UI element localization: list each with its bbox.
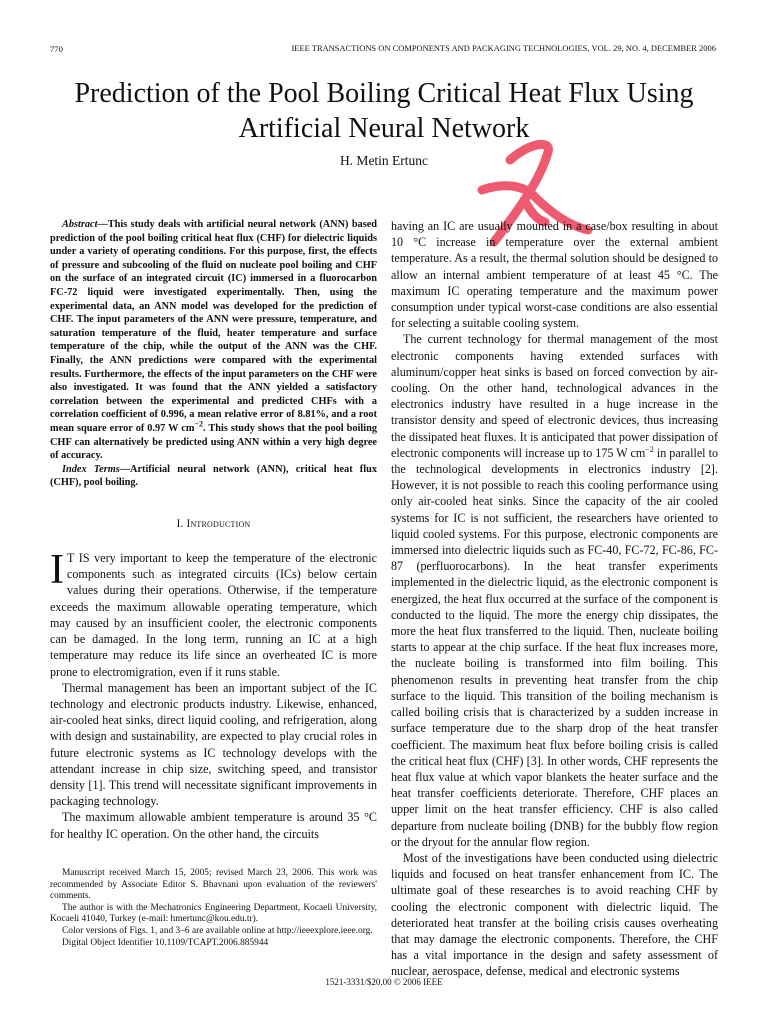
body-paragraph-r3: Most of the investigations have been conducted using dielectric liquids and focused on heat transfer enhancement from IC. The ultimate goal of these researches is to avoid reaching CHF by cooling the electronic component with dielectric liquid. The deteriorated heat transfer at the boiling crisis causes overheating that may damage the electronic components. Therefore, the CHF has a vital importance in the design and safety assessment of nuclear, aerospace, defense, medical and electronic systems xyxy=(391,850,718,979)
body-paragraph-r2-text: The current technology for thermal management of the most electronic components having extended surfaces with aluminum/copper heat sinks is based on forced convection by air-cooling. On the other hand, technological advances in the electronics industry have resulted in a huge increase in the transistor density and speed of electronic devices, thus increasing the dissipated heat fluxes. It is anticipated that power dissipation of electronic components will increase up to 175 W cm xyxy=(391,332,718,460)
abstract-text: This study deals with artificial neural network (ANN) based prediction of the pool boiling critical heat flux (CHF) for dielectric liquids under a variety of operating conditions. For this purpose, first, the effects of pressure and subcooling of the fluid on nucleate pool boiling and CHF on the surface of an integrated circuit (IC) immersed in a fluorocarbon FC-72 liquid were investigated experimentally. Then, using the experimental data, an ANN model was developed for the prediction of CHF. The input parameters of the ANN were pressure, temperature, and saturation temperature of the fluid, heater temperature and surface temperature of the chip, while the output of the ANN was the CHF. Finally, the ANN predictions were compared with the experimental results. Furthermore, the effects of the input parameters on the CHF were also investigated. It was found that the ANN yielded a satisfactory correlation between the experimental and predicted CHFs with a correlation coefficient of 0.996, a mean relative error of 8.81%, and a root mean square error of 0.97 W cm xyxy=(50,219,377,434)
index-terms-label: Index Terms xyxy=(62,463,120,475)
body-paragraph-r2-exponent: −2 xyxy=(645,444,654,454)
section-heading xyxy=(50,516,377,532)
body-paragraph-r1: having an IC are usually mounted in a case/box resulting in about 10 °C increase in temperature over the external ambient temperature. As a result, the thermal solution should be designed to allow an internal ambient temperature of at least 45 °C. The maximum IC operating temperature and the maximum power consumption under typical worst-case conditions are also essential for selecting a suitable cooling system. xyxy=(391,219,718,331)
footnote-manuscript: Manuscript received March 15, 2005; revised March 23, 2006. This work was recommended by Associate Editor S. Bhavnani upon evaluation of the reviewers' comments. xyxy=(50,868,377,902)
author-name: H. Metin Ertunc xyxy=(339,153,429,168)
abstract-exponent: −2 xyxy=(194,419,203,429)
intro-paragraph-2: Thermal management has been an important subject of the IC technology and electronic products industry. Likewise, enhanced, air-cooled heat sinks, direct liquid cooling, and refrigeration, along with design and sustainability, are expected to play crucial roles in future electronic systems as IC technology develops with the attendant increase in chip size, switching speed, and transistor density [1]. This trend will necessitate significant improvements in packaging technology. xyxy=(50,680,377,809)
paper-title: Prediction of the Pool Boiling Critical Heat Flux Using Artificial Neural Network xyxy=(74,78,694,144)
page-number: 770 xyxy=(50,44,63,54)
running-header: IEEE TRANSACTIONS ON COMPONENTS AND PACKAGING TECHNOLOGIES, VOL. 29, NO. 4, DECEMBER 2006 xyxy=(291,44,716,53)
section-number: I. xyxy=(176,517,184,530)
index-terms-text: Artificial neural network (ANN), critical heat flux (CHF), pool boiling. xyxy=(50,463,377,489)
footnote-author: The author is with the Mechatronics Engineering Department, Kocaeli University, Kocaeli 41040, Turkey (e-mail: hmertunc@kou.edu.tr). xyxy=(50,902,377,925)
abstract-label: Abstract xyxy=(62,219,98,230)
footnote-doi: Digital Object Identifier 10.1109/TCAPT.2006.885944 xyxy=(62,937,269,948)
intro-paragraph-3: The maximum allowable ambient temperature is around 35 °C for healthy IC operation. On the other hand, the circuits xyxy=(50,810,377,841)
drop-cap: I xyxy=(50,547,64,594)
intro-paragraph-1 xyxy=(50,547,377,680)
abstract-text-end: . This study shows that the pool boiling CHF can alternatively be predicted using ANN within a very high degree of accuracy. xyxy=(50,422,377,462)
footnotes xyxy=(50,868,377,949)
left-column xyxy=(50,218,377,842)
abstract: Abstract—This study deals with artificial neural network (ANN) based prediction of the pool boiling critical heat flux (CHF) for dielectric liquids under a variety of operating conditions. For this purpose, first, the effects of pressure and subcooling of the fluid on nucleate pool boiling and CHF on the surface of an integrated circuit (IC) immersed in a fluorocarbon FC-72 liquid were investigated experimentally. Then, using the experimental data, an ANN model was developed for the prediction of CHF. The input parameters of the ANN were pressure, temperature, and saturation temperature of the fluid, heater temperature and surface temperature of the chip, while the output of the ANN was the CHF. Finally, the ANN predictions were compared with the experimental results. Furthermore, the effects of the input parameters on the CHF were also investigated. It was found that the ANN yielded a satisfactory correlation between the experimental and predicted CHFs with a correlation coefficient of 0.996, a mean relative error of 8.81%, and a root mean square error of 0.97 W $cm^{-2}$. This study shows that the pool boiling CHF can alternatively be predicted using ANN within a very high degree of accuracy. xyxy=(50,219,377,462)
body-paragraph-r2-text-end: in parallel to the technological developments in electronics industry [2]. However, it is not possible to reach this cooling performance using only air-cooled heat sinks. Since the capacity of the air cooled systems for IC is not sufficient, the researchers have oriented to liquid cooled systems. For this purpose, electronic components are immersed into dielectric liquids such as FC-40, FC-72, FC-86, FC-87 (perfluorocarbons). In the heat transfer experiments implemented in the dielectric liquid, as the electronic component is energized, the heat flux occurred at the surface of the component is conducted to the liquid. The more the energy chip dissipates, the more the heat flux transferred to the liquid. Then, nucleate boiling starts to appear at the chip surface. If the heat flux increases more, the nucleate boiling is transformed into film boiling. This phenomenon results in preventing heat transfer from the chip surface to the liquid. This transition of the boiling mechanism is called boiling crisis that is characterized by a sudden increase in surface temperature due to the sharp drop of the heat transfer coefficient. The maximum heat flux before boiling crisis is called the critical heat flux (CHF) [3]. In other words, CHF represents the heat flux value at which vapor blankets the heater surface and the heat transfer coefficients deteriorate. Therefore, CHF places an upper limit on the heat transfer efficiency. CHF is also called departure from nucleate boiling (DNB) for the bubbly flow region or the dryout for the annular flow region. xyxy=(391,445,718,849)
right-column xyxy=(391,218,718,980)
section-title: Introduction xyxy=(186,517,251,530)
intro-paragraph-1-text: T IS very important to keep the temperature of the electronic components such as integrated circuits (ICs) below certain values during their operations. Otherwise, if the temperature exceeds the maximum allowable operating temperature, which may caused by an insufficient cooler, the electronic components can be damaged. In the long term, running an IC at a high temperature may reduce its life since an overheated IC is more prone to electromigration, even if it runs stable. xyxy=(50,551,377,679)
copyright-footer: 1521-3331/$20.00 © 2006 IEEE xyxy=(325,977,443,987)
footnote-color-versions: Color versions of Figs. 1, and 3–6 are available online at http://ieeexplore.ieee.org. xyxy=(62,925,373,936)
body-paragraph-r2 xyxy=(391,331,718,850)
index-terms: Index Terms—Artificial neural network (ANN), critical heat flux (CHF), pool boiling. xyxy=(50,463,377,489)
